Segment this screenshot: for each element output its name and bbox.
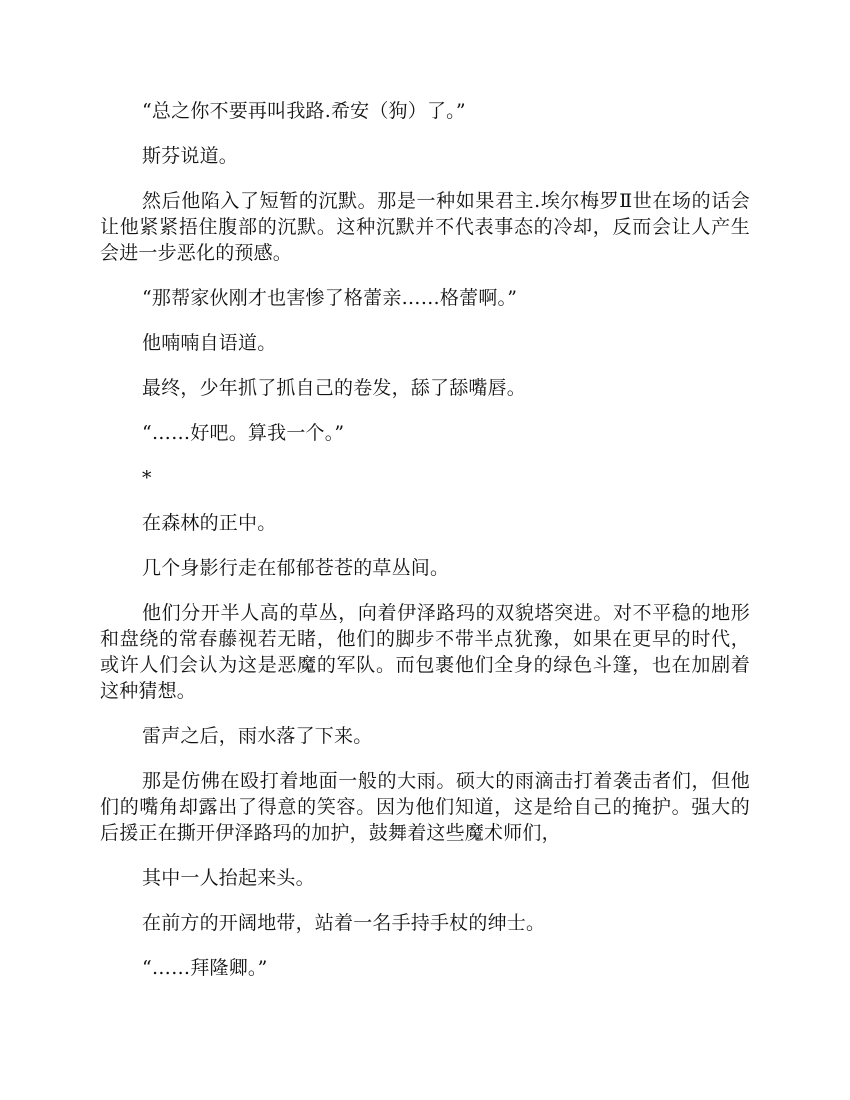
- paragraph: 几个身影行走在郁郁苍苍的草丛间。: [142, 557, 450, 579]
- paragraph: “……拜隆卿。”: [142, 957, 268, 979]
- document-body: [100, 98, 750, 1000]
- paragraph: 其中一人抬起来头。: [142, 867, 315, 889]
- paragraph: 斯芬说道。: [142, 145, 239, 167]
- paragraph: 然后他陷入了短暂的沉默。那是一种如果君主.埃尔梅罗Ⅱ世在场的话会让他紧紧捂住腹部的沉默。这种沉默并不代表事态的冷却，反而会让人产生会进一步恶化的预感。: [100, 190, 750, 264]
- paragraph: 那是仿佛在殴打着地面一般的大雨。硕大的雨滴击打着袭击者们，但他们的嘴角却露出了得意的笑容。因为他们知道，这是给自己的掩护。强大的后援正在撕开伊泽路玛的加护，鼓舞着这些魔术师们，: [100, 770, 750, 844]
- paragraph: “总之你不要再叫我路.希安（狗）了。”: [142, 100, 466, 122]
- paragraph: “……好吧。算我一个。”: [142, 422, 345, 444]
- paragraph: 他们分开半人高的草丛，向着伊泽路玛的双貌塔突进。对不平稳的地形和盘绕的常春藤视若无睹，他们的脚步不带半点犹豫，如果在更早的时代，或许人们会认为这是恶魔的军队。而包裹他们全身的绿色斗篷，也在加剧着这种猜想。: [100, 602, 750, 702]
- section-break: *: [142, 467, 152, 489]
- paragraph: 他喃喃自语道。: [142, 332, 277, 354]
- paragraph: 雷声之后，雨水落了下来。: [142, 725, 373, 747]
- paragraph: 在前方的开阔地带，站着一名手持手杖的绅士。: [142, 912, 546, 934]
- paragraph: 在森林的正中。: [142, 512, 277, 534]
- paragraph: “那帮家伙刚才也害惨了格蕾亲……格蕾啊。”: [142, 287, 518, 309]
- paragraph: 最终，少年抓了抓自己的卷发，舔了舔嘴唇。: [142, 377, 527, 399]
